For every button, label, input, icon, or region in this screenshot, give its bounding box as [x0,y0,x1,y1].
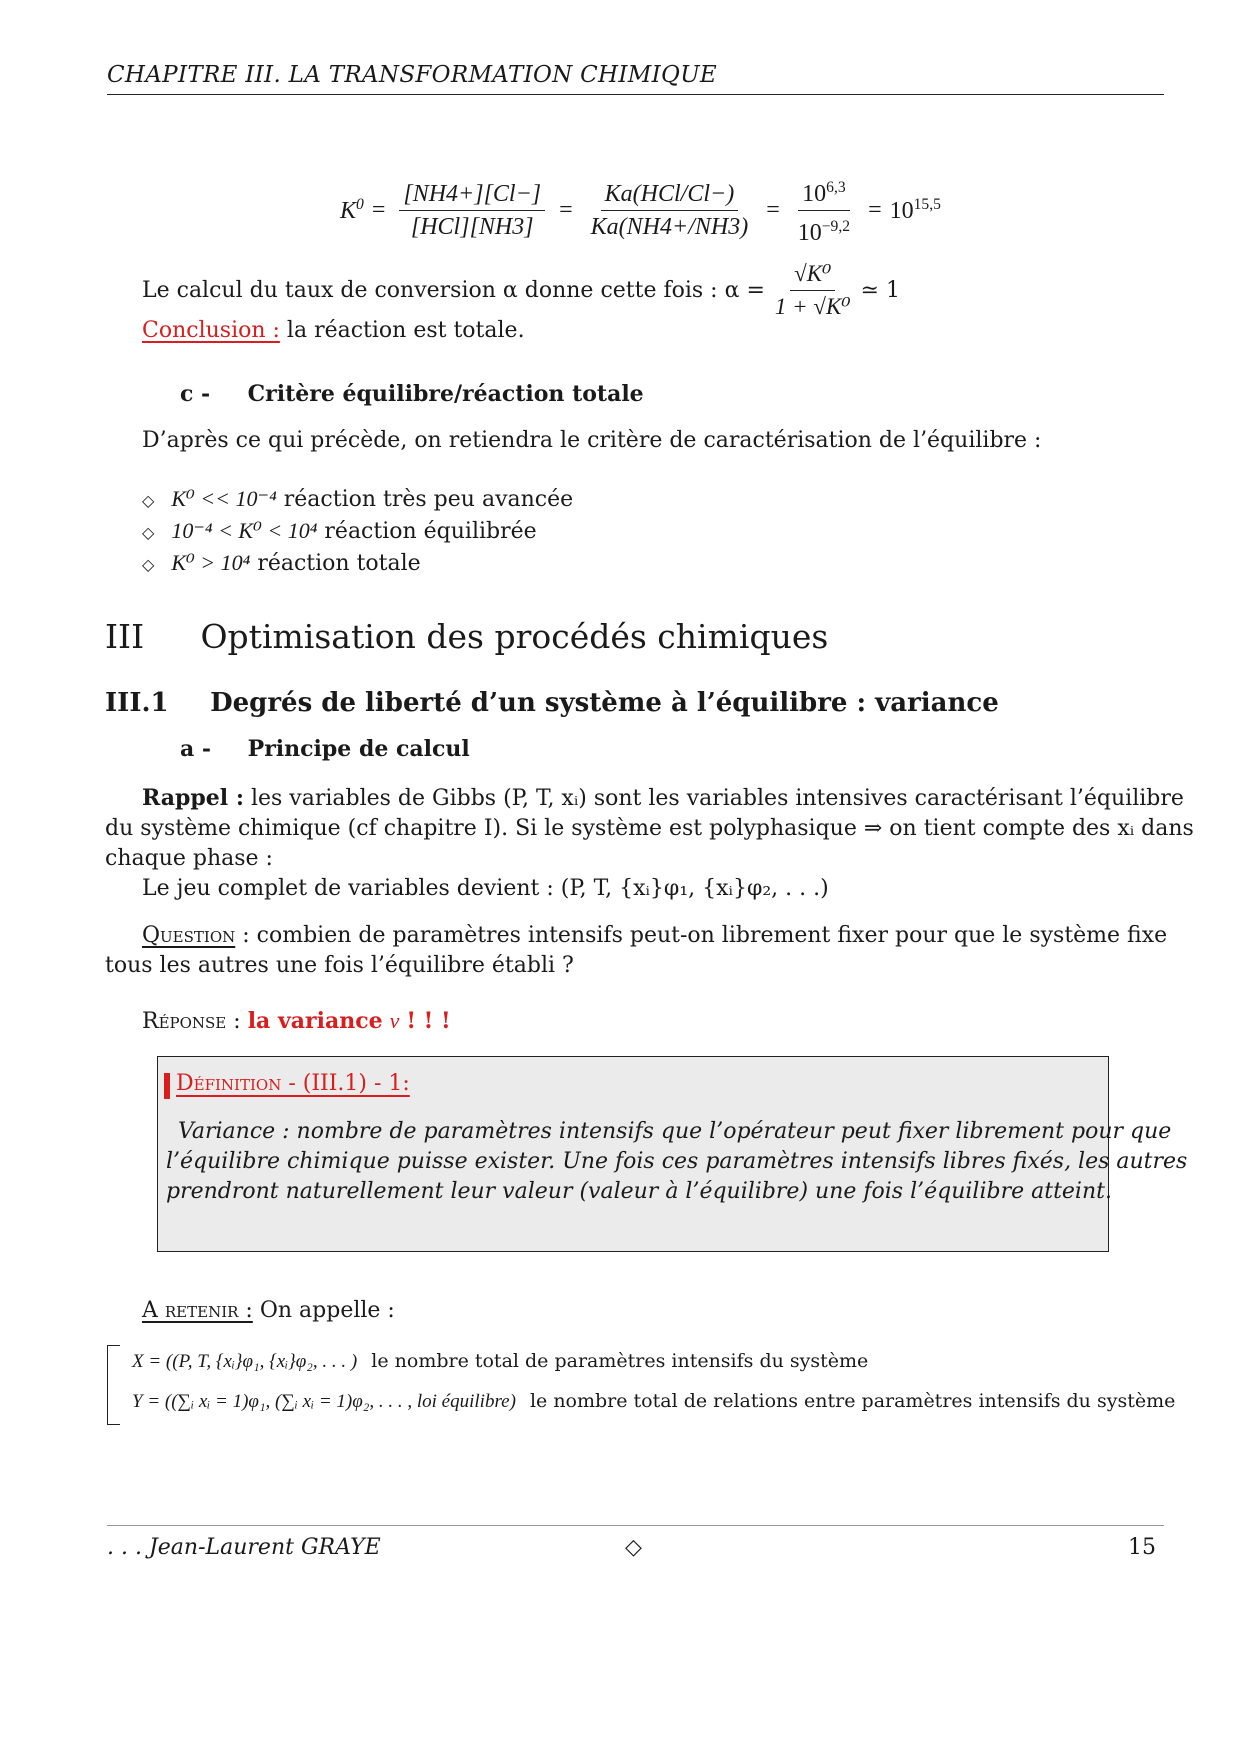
principle-title: Principe de calcul [247,736,470,762]
list-item [142,484,573,516]
criterion-list [142,484,573,580]
definition-body [166,1117,1188,1207]
definition-title: Définition - (III.1) - 1: [176,1071,410,1096]
eq-f3-den: $10^{-9,2}$ [797,218,851,246]
subsection-number: III.1 [105,688,169,718]
x-expression: X = ((P, T, {xᵢ}φ₁, {xᵢ}φ₂, . . . ) [132,1351,358,1372]
conversion-den: 1 + √K⁰ [774,294,851,319]
definition-box [157,1056,1188,1252]
variables-bracket [107,1345,120,1425]
rappel-paragraph [105,783,1194,904]
rappel-label: Rappel : [142,785,244,811]
question-line-2: tous les autres une fois l’équilibre établi ? [105,953,574,978]
question-label: Question [142,923,236,948]
reponse-colon: : [233,1009,241,1034]
definition-line-3: prendront naturellement leur valeur (valeur à l’équilibre) une fois l’équilibre atteint. [166,1179,1112,1204]
eq-equals-4: = [868,197,882,223]
conclusion-line [142,316,525,346]
section-heading [105,617,828,656]
variable-x-row [132,1350,868,1373]
running-header: CHAPITRE III. LA TRANSFORMATION CHIMIQUE [107,62,717,88]
rappel-line-4: Le jeu complet de variables devient : (P, T, {xᵢ}φ₁, {xᵢ}φ₂, . . .) [142,876,829,901]
conclusion-label: Conclusion : [142,318,280,343]
retenir-label: A retenir : [142,1298,253,1323]
retenir-line [142,1296,395,1326]
definition-marker [164,1073,170,1099]
eq-fraction-concentrations [399,178,545,243]
principle-heading [180,736,470,762]
bullet-text: réaction totale [257,551,421,576]
principle-letter: a - [180,736,212,762]
bullet-condition: 10⁻⁴ < K⁰ < 10⁴ [171,518,318,543]
footer-author: . . . Jean-Laurent GRAYE [107,1535,381,1560]
eq-fraction-ka [587,178,753,243]
eq-equals-3: = [766,197,780,223]
footer-rule [107,1525,1164,1526]
eq-result: 10$^{15,5}$ [889,196,941,224]
rappel-line-3: chaque phase : [105,846,273,871]
bullet-condition: K⁰ > 10⁴ [171,550,251,575]
y-expression: Y = ((∑ᵢ xᵢ = 1)φ₁, (∑ᵢ xᵢ = 1)φ₂, . . . , loi équilibre) [132,1391,516,1412]
eq-equals-2: = [559,197,573,223]
question-line-1: Question : combien de paramètres intensifs peut-on librement fixer pour que le système fixe [142,923,1168,948]
reponse-bang: ! ! ! [406,1008,451,1034]
eq-f2-den: Ka(NH4+/NH3) [590,214,749,240]
bullet-text: réaction très peu avancée [283,487,574,512]
list-item [142,548,573,580]
definition-line-2: l’équilibre chimique puisse exister. Une fois ces paramètres intensifs libres fixés, les autres [166,1149,1188,1174]
conversion-line [142,258,900,323]
footer-diamond-icon: ◇ [625,1535,642,1560]
diamond-bullet-icon: ◇ [142,491,155,510]
criterion-letter: c - [180,381,211,407]
question-paragraph [105,921,1168,981]
diamond-bullet-icon: ◇ [142,523,155,542]
rappel-line-2: du système chimique (cf chapitre I). Si le système est polyphasique ⇒ on tient compte des xᵢ dans [105,816,1194,841]
reponse-var: v [389,1008,400,1033]
subsection-title: Degrés de liberté d’un système à l’équilibre : variance [210,688,999,718]
eq-fraction-powers [794,172,854,249]
section-title: Optimisation des procédés chimiques [200,617,829,656]
eq-f3-num: 10$^{6,3}$ [798,172,850,211]
retenir-text: On appelle : [259,1298,395,1323]
criterion-title: Critère équilibre/réaction totale [247,381,644,407]
page-number: 15 [1128,1535,1156,1560]
conclusion-text: la réaction est totale. [286,318,525,343]
x-description: le nombre total de paramètres intensifs du système [371,1350,869,1372]
criterion-intro: D’après ce qui précède, on retiendra le critère de caractérisation de l’équilibre : [142,428,1042,453]
conversion-num: √K⁰ [790,258,835,291]
diamond-bullet-icon: ◇ [142,555,155,574]
reponse-answer: la variance [247,1008,383,1034]
subsection-heading [105,688,999,718]
conversion-result: ≃ 1 [860,277,901,303]
eq-lhs: $K^0$ [340,196,364,224]
header-rule [107,94,1164,95]
bullet-text: réaction équilibrée [324,519,537,544]
conversion-text: Le calcul du taux de conversion α donne cette fois : α = [142,277,765,303]
eq-equals-1: = [371,197,386,223]
reponse-line [142,1006,451,1037]
section-number: III [105,617,145,656]
eq-f1-num: [NH4+][Cl−] [399,178,545,211]
definition-line-1: Variance : nombre de paramètres intensifs que l’opérateur peut fixer librement pour que [178,1119,1172,1144]
eq-f1-den: [HCl][NH3] [410,214,534,240]
criterion-heading [180,381,644,407]
list-item [142,516,573,548]
equilibrium-constant-equation [340,172,941,249]
bullet-condition: K⁰ << 10⁻⁴ [171,486,277,511]
rappel-line-1: Rappel : les variables de Gibbs (P, T, xᵢ) sont les variables intensives caractérisant l’équilibre [142,785,1184,811]
variable-y-row [132,1390,1175,1413]
conversion-fraction [771,258,855,323]
y-description: le nombre total de relations entre paramètres intensifs du système [529,1390,1176,1412]
reponse-label: Réponse [142,1009,227,1034]
eq-f2-num: Ka(HCl/Cl−) [601,178,739,211]
